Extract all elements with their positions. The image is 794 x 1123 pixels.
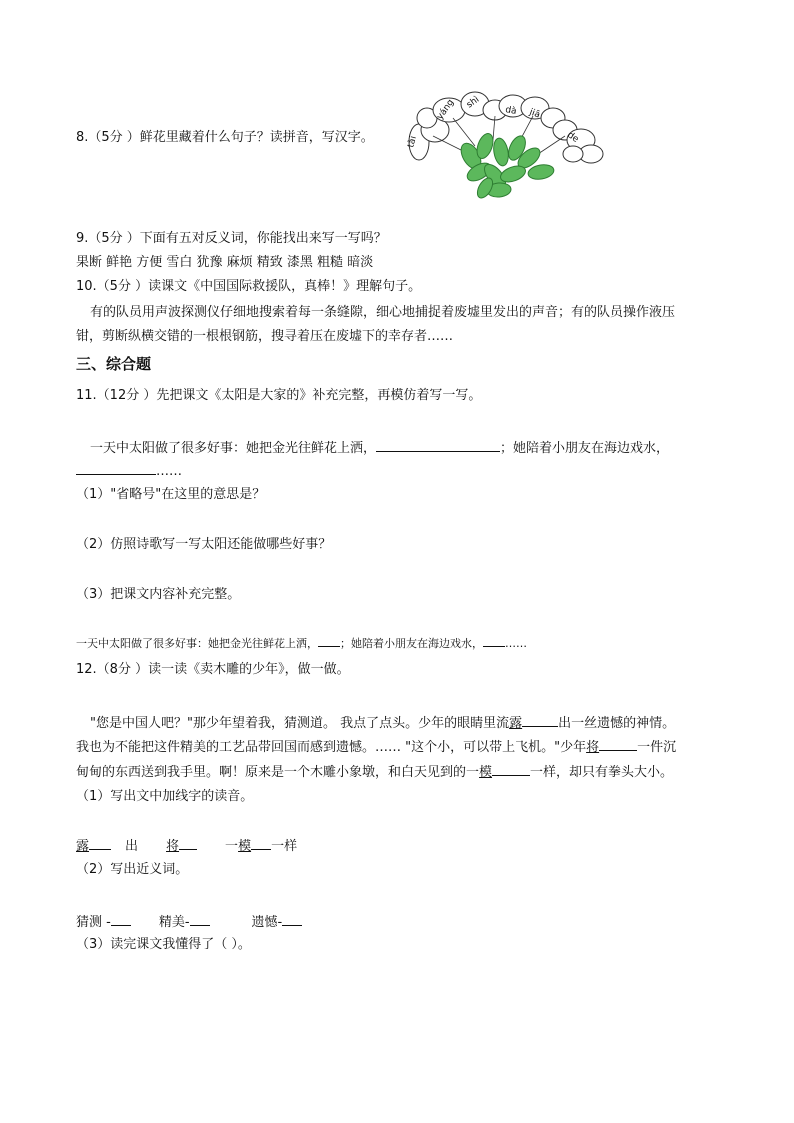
q10-passage-line2: 钳，剪断纵横交错的一根根钢筋，搜寻着压在废墟下的幸存者……	[76, 329, 454, 344]
q10-prompt: 10.（5分 ）读课文《中国国际救援队，真棒！》理解句子。	[76, 279, 422, 294]
q11-blank-2[interactable]	[76, 460, 156, 475]
q12-para2-b: 一件沉	[637, 740, 677, 755]
q11-repeat-line	[76, 634, 527, 654]
pron-yiyang: 一样	[271, 839, 298, 854]
q11-poem-line2	[76, 460, 182, 482]
q12-para2-underlined: 将	[586, 740, 600, 755]
pinyin-5: jiā	[527, 107, 542, 121]
q12-para2	[76, 736, 676, 758]
q12-sub3: （3）读完课文我懂得了（ ）。	[76, 937, 251, 952]
syn-blank-3[interactable]	[282, 911, 302, 926]
q11-poem-end: ……	[156, 464, 182, 479]
q12-para1-a: "您是中国人吧？"那少年望着我，猜测道。 我点了点头。少年的眼睛里流	[90, 716, 510, 731]
q12-blank-2[interactable]	[599, 736, 637, 751]
q12-para3-underlined: 模	[479, 765, 493, 780]
syn-jingmei: 精美-	[158, 915, 190, 930]
q12-para1	[90, 712, 675, 734]
q11-repeat-b: ；她陪着小朋友在海边戏水，	[340, 637, 483, 650]
section-title: 三、综合题	[76, 355, 152, 373]
pron-jiang: 将	[166, 839, 180, 854]
syn-blank-1[interactable]	[111, 911, 131, 926]
q11-repeat-end: ……	[505, 637, 527, 650]
q12-synonym-row	[76, 911, 302, 933]
syn-yihan: 遗憾-	[251, 915, 283, 930]
q11-poem-line1	[90, 437, 669, 459]
pron-blank-2[interactable]	[179, 835, 197, 850]
q11-repeat-blank-2[interactable]	[483, 635, 505, 647]
q8-prompt: 8.（5分 ）鲜花里藏着什么句子？读拼音，写汉字。	[76, 130, 374, 145]
pron-blank-1[interactable]	[89, 835, 111, 850]
flower-pinyin-image	[405, 90, 605, 202]
pinyin-1: tài	[406, 135, 419, 149]
q12-pronunciation-row	[76, 835, 297, 857]
q12-para1-b: 出一丝遗憾的神情。	[558, 716, 676, 731]
pinyin-3: shì	[464, 94, 482, 111]
q11-poem-a: 一天中太阳做了很多好事：她把金光往鲜花上洒，	[90, 441, 377, 456]
q12-para3	[76, 761, 673, 783]
q12-para1-underlined: 露	[509, 716, 523, 731]
q10-passage-line1: 有的队员用声波探测仪仔细地搜索着每一条缝隙，细心地捕捉着废墟里发出的声音；有的队员操作液压	[90, 305, 676, 320]
q12-para2-a: 我也为不能把这件精美的工艺品带回国而感到遗憾。…… "这个小，可以带上飞机。"少年	[76, 740, 587, 755]
q11-repeat-a: 一天中太阳做了很多好事：她把金光往鲜花上洒，	[76, 637, 318, 650]
q11-repeat-blank-1[interactable]	[318, 635, 340, 647]
q12-prompt: 12.（8分 ）读一读《卖木雕的少年》，做一做。	[76, 662, 350, 677]
q12-sub2: （2）写出近义词。	[76, 862, 189, 877]
q11-blank-1[interactable]	[376, 437, 500, 452]
q12-blank-3[interactable]	[492, 761, 530, 776]
pinyin-4: dà	[504, 105, 518, 117]
syn-blank-2[interactable]	[190, 911, 210, 926]
q12-blank-1[interactable]	[522, 712, 558, 727]
pron-yi: 一	[225, 839, 239, 854]
q9-words: 果断 鲜艳 方便 雪白 犹豫 麻烦 精致 漆黑 粗糙 暗淡	[76, 255, 374, 270]
pinyin-6: de	[565, 130, 581, 145]
q9-prompt: 9.（5分 ）下面有五对反义词，你能找出来写一写吗？	[76, 231, 387, 246]
pinyin-2: yáng	[435, 97, 457, 122]
q11-sub3: （3）把课文内容补充完整。	[76, 587, 241, 602]
q11-sub1: （1）"省略号"在这里的意思是？	[76, 487, 266, 502]
pron-lu: 露	[76, 839, 90, 854]
q12-para3-a: 甸甸的东西送到我手里。啊！原来是一个木雕小象墩，和白天见到的一	[76, 765, 480, 780]
q11-poem-b: ；她陪着小朋友在海边戏水，	[500, 441, 670, 456]
pron-chu: 出	[125, 839, 139, 854]
pron-mo: 模	[238, 839, 252, 854]
syn-cece: 猜测 -	[76, 915, 111, 930]
q12-para3-b: 一样，却只有拳头大小。	[530, 765, 674, 780]
q11-sub2: （2）仿照诗歌写一写太阳还能做哪些好事？	[76, 537, 332, 552]
pron-blank-3[interactable]	[251, 835, 271, 850]
q12-sub1: （1）写出文中加线字的读音。	[76, 789, 254, 804]
q11-prompt: 11.（12分 ）先把课文《太阳是大家的》补充完整，再模仿着写一写。	[76, 388, 482, 403]
